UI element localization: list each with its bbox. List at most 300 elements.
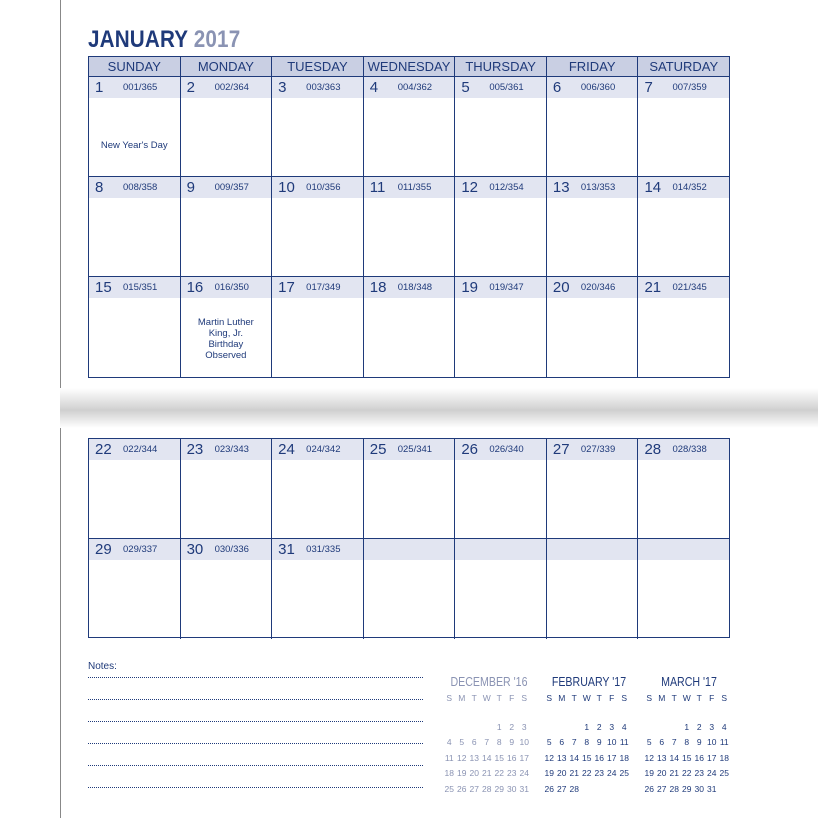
mini-day: 30 bbox=[694, 783, 704, 794]
day-number: 11 bbox=[369, 179, 386, 196]
mini-weekday: T bbox=[696, 693, 702, 703]
day-of-year-count: 018/348 bbox=[397, 282, 433, 293]
mini-day: 23 bbox=[507, 768, 517, 778]
mini-weekday: S bbox=[446, 693, 453, 703]
day-cell[interactable] bbox=[455, 277, 547, 377]
day-cell[interactable] bbox=[547, 177, 639, 276]
day-number: 8 bbox=[95, 179, 104, 196]
mini-day bbox=[668, 720, 681, 736]
calendar-grid-bottom bbox=[88, 438, 730, 638]
day-of-year-count: 019/347 bbox=[489, 282, 524, 293]
mini-day bbox=[556, 704, 569, 720]
mini-day: 5 bbox=[459, 737, 465, 747]
mini-day: 26 bbox=[457, 783, 467, 794]
mini-day bbox=[643, 704, 656, 720]
holiday-note: New Year's Day bbox=[100, 140, 168, 151]
mini-day: 27 bbox=[469, 783, 479, 794]
mini-day: 23 bbox=[594, 768, 604, 778]
day-band bbox=[272, 277, 363, 298]
mini-calendar bbox=[643, 675, 735, 797]
mini-day: 12 bbox=[644, 752, 654, 763]
mini-day: 10 bbox=[519, 737, 529, 747]
notes-line[interactable] bbox=[88, 721, 423, 722]
day-number: 15 bbox=[95, 279, 112, 296]
day-number: 17 bbox=[278, 279, 295, 296]
mini-day: 4 bbox=[721, 721, 727, 732]
mini-calendar-weekdays bbox=[543, 692, 635, 704]
mini-day: 13 bbox=[557, 752, 567, 763]
mini-day: 11 bbox=[444, 752, 454, 763]
day-number: 20 bbox=[552, 279, 570, 296]
mini-day: 9 bbox=[696, 737, 702, 747]
mini-day: 20 bbox=[469, 768, 479, 778]
mini-day: 14 bbox=[669, 752, 679, 763]
day-cell[interactable] bbox=[181, 277, 273, 377]
day-band bbox=[547, 77, 638, 98]
day-of-year-count: 006/360 bbox=[580, 82, 616, 93]
mini-day: 8 bbox=[684, 737, 690, 747]
mini-weekday: M bbox=[658, 693, 666, 703]
mini-day: 16 bbox=[594, 752, 604, 763]
day-band bbox=[272, 177, 363, 198]
mini-day bbox=[568, 704, 581, 720]
mini-calendar-weekdays bbox=[643, 692, 735, 704]
day-of-year-count: 002/364 bbox=[214, 82, 249, 93]
day-band bbox=[364, 77, 455, 98]
weekday-header bbox=[89, 57, 729, 77]
day-cell[interactable] bbox=[638, 439, 729, 538]
day-band bbox=[455, 277, 546, 298]
day-number: 9 bbox=[186, 179, 195, 196]
mini-day: 7 bbox=[671, 737, 677, 747]
mini-day: 4 bbox=[446, 737, 452, 747]
mini-day: 25 bbox=[444, 783, 454, 794]
mini-day: 18 bbox=[619, 752, 629, 763]
mini-day: 15 bbox=[582, 752, 592, 763]
mini-day bbox=[643, 720, 656, 736]
day-band bbox=[455, 77, 546, 98]
day-number: 18 bbox=[369, 279, 387, 296]
mini-day bbox=[668, 704, 681, 720]
mini-weekday: S bbox=[621, 693, 628, 703]
mini-day bbox=[568, 720, 581, 736]
day-of-year-count: 027/339 bbox=[580, 444, 616, 455]
mini-day: 10 bbox=[707, 737, 717, 747]
mini-day: 13 bbox=[657, 752, 667, 763]
mini-day: 24 bbox=[607, 768, 617, 778]
mini-day: 8 bbox=[584, 737, 590, 747]
day-number: 22 bbox=[95, 441, 112, 458]
day-cell[interactable] bbox=[89, 539, 181, 639]
mini-day: 14 bbox=[482, 752, 492, 763]
day-cell[interactable] bbox=[364, 177, 456, 276]
mini-calendar-days bbox=[543, 704, 635, 797]
day-band bbox=[181, 77, 272, 98]
mini-day: 8 bbox=[496, 737, 502, 747]
day-cell[interactable] bbox=[89, 277, 181, 377]
day-of-year-count: 023/343 bbox=[214, 444, 249, 455]
day-of-year-count: 022/344 bbox=[123, 444, 158, 455]
day-number: 7 bbox=[644, 79, 653, 96]
week-row bbox=[89, 177, 729, 277]
calendar-title bbox=[88, 26, 240, 54]
mini-day: 11 bbox=[719, 737, 729, 747]
mini-calendar-days bbox=[443, 704, 535, 797]
day-band bbox=[272, 439, 363, 460]
mini-day: 24 bbox=[519, 768, 529, 778]
mini-day: 31 bbox=[707, 783, 717, 794]
day-cell[interactable] bbox=[272, 177, 364, 276]
title-year: 2017 bbox=[193, 26, 241, 53]
mini-day: 27 bbox=[557, 783, 567, 794]
mini-calendar-title: MARCH '17 bbox=[661, 675, 717, 689]
mini-day: 12 bbox=[457, 752, 467, 763]
day-number: 31 bbox=[278, 541, 295, 558]
mini-weekday: W bbox=[682, 693, 691, 703]
day-number: 6 bbox=[552, 79, 562, 96]
mini-day: 23 bbox=[694, 768, 704, 778]
mini-day bbox=[543, 720, 556, 736]
mini-day: 18 bbox=[444, 768, 454, 778]
day-band bbox=[364, 539, 455, 560]
day-number: 26 bbox=[461, 441, 478, 458]
day-band bbox=[181, 177, 272, 198]
day-cell[interactable] bbox=[272, 77, 364, 176]
mini-day: 16 bbox=[694, 752, 704, 763]
day-number: 28 bbox=[644, 441, 662, 458]
day-band bbox=[638, 539, 729, 560]
mini-weekday: W bbox=[482, 693, 491, 703]
week-row bbox=[89, 539, 729, 639]
day-number: 24 bbox=[278, 441, 295, 458]
mini-day: 1 bbox=[496, 721, 502, 732]
mini-day: 22 bbox=[494, 768, 504, 778]
weekday-monday: MONDAY bbox=[181, 57, 273, 76]
mini-day bbox=[656, 704, 669, 720]
mini-day: 3 bbox=[709, 721, 715, 732]
mini-day: 19 bbox=[544, 768, 554, 778]
day-of-year-count: 030/336 bbox=[214, 544, 249, 555]
mini-day: 9 bbox=[596, 737, 602, 747]
mini-day: 1 bbox=[584, 721, 590, 732]
mini-day: 21 bbox=[669, 768, 679, 778]
day-band bbox=[547, 177, 638, 198]
day-band bbox=[89, 539, 180, 560]
day-number: 27 bbox=[552, 441, 570, 458]
day-band bbox=[638, 177, 729, 198]
mini-day bbox=[468, 704, 481, 720]
day-of-year-count: 008/358 bbox=[123, 182, 158, 193]
day-cell[interactable] bbox=[181, 177, 273, 276]
mini-day: 21 bbox=[482, 768, 492, 778]
mini-day: 13 bbox=[469, 752, 479, 763]
mini-day: 28 bbox=[482, 783, 492, 794]
day-cell[interactable] bbox=[547, 439, 639, 538]
mini-day: 19 bbox=[457, 768, 467, 778]
mini-calendar-title: FEBRUARY '17 bbox=[551, 675, 627, 689]
day-of-year-count: 004/362 bbox=[397, 82, 433, 93]
day-of-year-count: 010/356 bbox=[306, 182, 341, 193]
mini-day bbox=[456, 704, 469, 720]
mini-day: 9 bbox=[509, 737, 515, 747]
day-number: 13 bbox=[552, 179, 570, 196]
mini-day: 2 bbox=[696, 721, 702, 732]
mini-day: 16 bbox=[507, 752, 517, 763]
mini-calendar-weekdays bbox=[443, 692, 535, 704]
day-number: 16 bbox=[186, 279, 204, 296]
mini-day: 3 bbox=[609, 721, 615, 732]
mini-day: 17 bbox=[519, 752, 529, 763]
mini-day bbox=[681, 704, 694, 720]
day-number: 5 bbox=[461, 79, 470, 96]
day-of-year-count: 012/354 bbox=[489, 182, 524, 193]
day-number: 2 bbox=[186, 79, 195, 96]
day-band bbox=[547, 277, 638, 298]
day-of-year-count: 025/341 bbox=[397, 444, 433, 455]
mini-day bbox=[543, 704, 556, 720]
mini-day: 28 bbox=[569, 783, 579, 794]
day-band bbox=[364, 439, 455, 460]
day-cell[interactable] bbox=[547, 77, 639, 176]
mini-day: 28 bbox=[669, 783, 679, 794]
day-of-year-count: 026/340 bbox=[489, 444, 524, 455]
mini-day: 22 bbox=[582, 768, 592, 778]
day-cell[interactable] bbox=[455, 539, 547, 639]
mini-day bbox=[443, 704, 456, 720]
week-row bbox=[89, 439, 729, 539]
day-cell[interactable] bbox=[547, 277, 639, 377]
day-number: 25 bbox=[369, 441, 387, 458]
day-cell[interactable] bbox=[272, 439, 364, 538]
mini-weekday: M bbox=[458, 693, 466, 703]
mini-day bbox=[518, 704, 531, 720]
mini-day: 30 bbox=[507, 783, 517, 794]
mini-day bbox=[481, 704, 494, 720]
mini-day: 18 bbox=[719, 752, 729, 763]
day-of-year-count: 021/345 bbox=[672, 282, 707, 293]
day-of-year-count: 011/355 bbox=[397, 182, 432, 193]
day-cell[interactable] bbox=[547, 539, 639, 639]
day-band bbox=[89, 277, 180, 298]
day-band bbox=[181, 277, 272, 298]
mini-day: 6 bbox=[659, 737, 665, 747]
day-cell[interactable] bbox=[638, 539, 729, 639]
mini-day: 5 bbox=[546, 737, 552, 747]
day-cell[interactable] bbox=[638, 277, 729, 377]
day-number: 29 bbox=[95, 541, 112, 558]
notes-label: Notes: bbox=[88, 661, 117, 672]
day-number: 23 bbox=[186, 441, 204, 458]
week-row bbox=[89, 77, 729, 177]
holiday-note: Martin Luther King, Jr. Birthday Observed bbox=[197, 317, 254, 361]
notes-line[interactable] bbox=[88, 677, 423, 678]
mini-day: 26 bbox=[544, 783, 554, 794]
day-band bbox=[89, 439, 180, 460]
page-fold bbox=[60, 388, 818, 428]
mini-day: 21 bbox=[569, 768, 579, 778]
day-of-year-count: 029/337 bbox=[123, 544, 158, 555]
day-band bbox=[638, 439, 729, 460]
mini-day: 10 bbox=[607, 737, 617, 747]
mini-day bbox=[443, 720, 456, 736]
day-cell[interactable] bbox=[272, 539, 364, 639]
day-band bbox=[272, 77, 363, 98]
weekday-friday: FRIDAY bbox=[547, 57, 639, 76]
day-of-year-count: 024/342 bbox=[306, 444, 341, 455]
weekday-wednesday: WEDNESDAY bbox=[364, 57, 456, 76]
day-cell[interactable] bbox=[638, 77, 729, 176]
mini-day bbox=[718, 704, 731, 720]
mini-day: 29 bbox=[682, 783, 692, 794]
mini-day: 6 bbox=[559, 737, 565, 747]
day-of-year-count: 007/359 bbox=[672, 82, 707, 93]
day-band bbox=[638, 77, 729, 98]
day-band bbox=[364, 177, 455, 198]
mini-day bbox=[618, 704, 631, 720]
day-cell[interactable] bbox=[89, 439, 181, 538]
mini-weekday: S bbox=[646, 693, 653, 703]
mini-day: 2 bbox=[596, 721, 602, 732]
day-band bbox=[364, 277, 455, 298]
day-of-year-count: 013/353 bbox=[580, 182, 616, 193]
mini-day: 29 bbox=[494, 783, 504, 794]
day-cell[interactable] bbox=[364, 539, 456, 639]
day-cell[interactable] bbox=[89, 177, 181, 276]
day-cell[interactable] bbox=[364, 77, 456, 176]
mini-day bbox=[593, 704, 606, 720]
day-cell[interactable] bbox=[364, 439, 456, 538]
mini-weekday: S bbox=[546, 693, 553, 703]
mini-weekday: W bbox=[582, 693, 591, 703]
day-of-year-count: 020/346 bbox=[580, 282, 616, 293]
week-row bbox=[89, 277, 729, 377]
day-cell[interactable] bbox=[89, 77, 181, 176]
mini-weekday: T bbox=[496, 693, 502, 703]
mini-day: 14 bbox=[569, 752, 579, 763]
mini-day bbox=[506, 704, 519, 720]
mini-day: 2 bbox=[509, 721, 515, 732]
day-number: 14 bbox=[644, 179, 662, 196]
notes-line[interactable] bbox=[88, 743, 423, 744]
day-number: 3 bbox=[278, 79, 287, 96]
day-band bbox=[272, 539, 363, 560]
day-number: 12 bbox=[461, 179, 478, 196]
day-of-year-count: 001/365 bbox=[123, 82, 158, 93]
mini-weekday: F bbox=[709, 693, 715, 703]
mini-day: 7 bbox=[571, 737, 577, 747]
mini-day: 17 bbox=[607, 752, 617, 763]
title-month: JANUARY bbox=[88, 26, 188, 53]
mini-day: 25 bbox=[719, 768, 729, 778]
weekday-thursday: THURSDAY bbox=[455, 57, 547, 76]
notes-line[interactable] bbox=[88, 787, 423, 788]
day-band bbox=[455, 177, 546, 198]
day-cell[interactable] bbox=[181, 539, 273, 639]
mini-weekday: T bbox=[596, 693, 602, 703]
mini-calendar bbox=[543, 675, 635, 797]
mini-day: 3 bbox=[521, 721, 527, 732]
mini-calendar-days bbox=[643, 704, 735, 797]
day-band bbox=[455, 539, 546, 560]
notes-line[interactable] bbox=[88, 699, 423, 700]
mini-day: 15 bbox=[494, 752, 504, 763]
mini-day: 5 bbox=[646, 737, 652, 747]
weekday-saturday: SATURDAY bbox=[649, 59, 719, 74]
mini-day: 20 bbox=[657, 768, 667, 778]
mini-day bbox=[606, 704, 619, 720]
day-cell[interactable] bbox=[364, 277, 456, 377]
mini-weekday: S bbox=[721, 693, 728, 703]
mini-weekday: F bbox=[609, 693, 615, 703]
day-band bbox=[547, 439, 638, 460]
mini-calendar bbox=[443, 675, 535, 797]
mini-day bbox=[656, 720, 669, 736]
mini-day: 24 bbox=[707, 768, 717, 778]
day-band bbox=[455, 439, 546, 460]
mini-day bbox=[468, 720, 481, 736]
day-cell[interactable] bbox=[455, 439, 547, 538]
weekday-sunday: SUNDAY bbox=[89, 57, 181, 76]
mini-day: 15 bbox=[682, 752, 692, 763]
day-cell[interactable] bbox=[181, 439, 273, 538]
day-of-year-count: 017/349 bbox=[306, 282, 341, 293]
day-of-year-count: 014/352 bbox=[672, 182, 707, 193]
day-of-year-count: 005/361 bbox=[489, 82, 524, 93]
day-band bbox=[547, 539, 638, 560]
day-cell[interactable] bbox=[272, 277, 364, 377]
day-number: 30 bbox=[186, 541, 204, 558]
mini-weekday: F bbox=[509, 693, 515, 703]
day-of-year-count: 016/350 bbox=[214, 282, 249, 293]
day-number: 1 bbox=[95, 79, 104, 96]
mini-day: 25 bbox=[619, 768, 629, 778]
notes-line[interactable] bbox=[88, 765, 423, 766]
day-band bbox=[181, 539, 272, 560]
mini-day: 12 bbox=[544, 752, 554, 763]
mini-day bbox=[456, 720, 469, 736]
day-number: 21 bbox=[644, 279, 662, 296]
mini-weekday: T bbox=[671, 693, 677, 703]
mini-weekday: T bbox=[571, 693, 577, 703]
day-cell[interactable] bbox=[181, 77, 273, 176]
day-of-year-count: 031/335 bbox=[306, 544, 341, 555]
day-of-year-count: 028/338 bbox=[672, 444, 707, 455]
mini-day: 22 bbox=[682, 768, 692, 778]
mini-day: 11 bbox=[619, 737, 629, 747]
mini-calendar-title: DECEMBER '16 bbox=[450, 675, 528, 689]
mini-day: 31 bbox=[519, 783, 529, 794]
mini-day: 7 bbox=[484, 737, 490, 747]
mini-day bbox=[693, 704, 706, 720]
mini-day bbox=[581, 704, 594, 720]
mini-day: 4 bbox=[621, 721, 627, 732]
day-band bbox=[89, 177, 180, 198]
day-cell[interactable] bbox=[455, 177, 547, 276]
mini-weekday: T bbox=[471, 693, 477, 703]
mini-day: 17 bbox=[707, 752, 717, 763]
calendar-grid-top bbox=[88, 56, 730, 378]
weekday-tuesday: TUESDAY bbox=[272, 57, 364, 76]
mini-day: 26 bbox=[644, 783, 654, 794]
day-band bbox=[638, 277, 729, 298]
mini-day: 19 bbox=[644, 768, 654, 778]
day-cell[interactable] bbox=[638, 177, 729, 276]
mini-day: 27 bbox=[657, 783, 667, 794]
day-of-year-count: 015/351 bbox=[123, 282, 158, 293]
day-cell[interactable] bbox=[455, 77, 547, 176]
day-number: 19 bbox=[461, 279, 478, 296]
mini-day bbox=[706, 704, 719, 720]
